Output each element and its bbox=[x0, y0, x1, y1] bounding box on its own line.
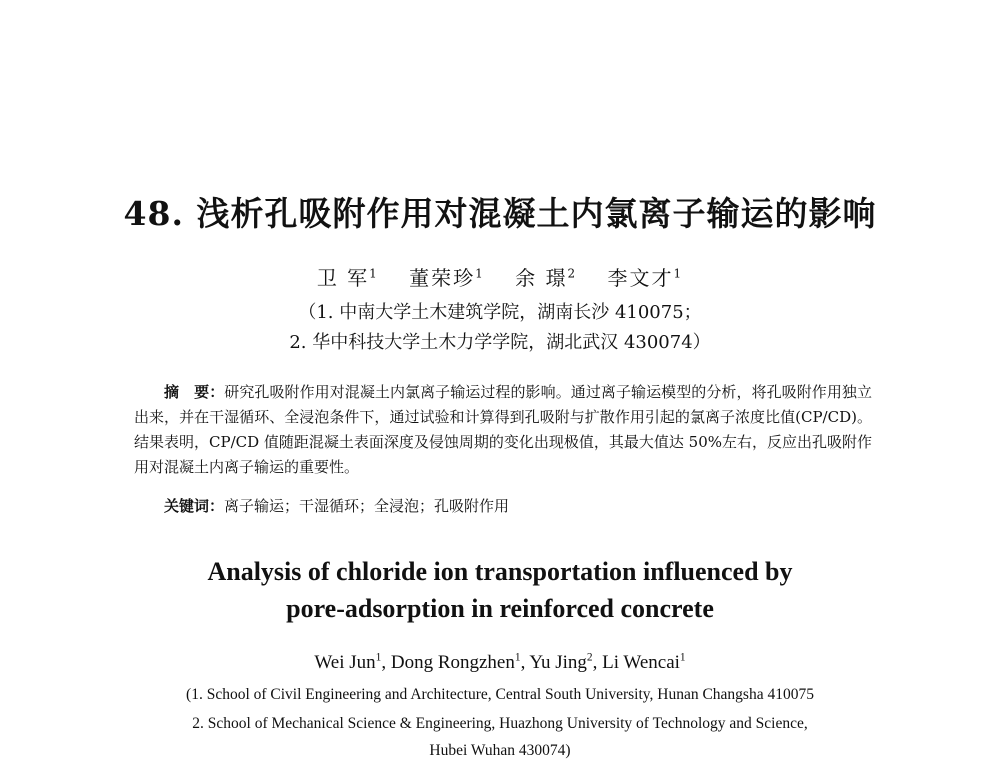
english-author: Dong Rongzhen$^1$ bbox=[390, 651, 521, 673]
chinese-title: 48. 浅析孔吸附作用对混凝土内氯离子输运的影响 bbox=[123, 194, 877, 233]
author-affiliation-mark: 1 bbox=[369, 266, 379, 281]
chinese-authors bbox=[0, 262, 1000, 291]
english-author: Wei Jun$^1$ bbox=[314, 651, 382, 673]
chinese-author: 卫 军$^1$ bbox=[316, 266, 379, 290]
chinese-author: 李文才$^1$ bbox=[607, 266, 684, 290]
english-title-line2: pore-adsorption in reinforced concrete bbox=[286, 594, 714, 623]
author-affiliation-mark: 2 bbox=[567, 266, 578, 281]
english-affiliation-line2: 2. School of Mechanical Science & Engineering, Huazhong University of Technology and Science, bbox=[192, 715, 808, 732]
keywords-text: 离子输运；干湿循环；全浸泡；孔吸附作用 bbox=[224, 497, 510, 515]
chinese-author: 董荣珍$^1$ bbox=[409, 266, 485, 290]
keywords-label: 关键词： bbox=[164, 497, 225, 515]
chinese-affiliation-line1: （1. 中南大学土木建筑学院，湖南长沙 410075； bbox=[298, 302, 702, 323]
chinese-keywords bbox=[164, 495, 509, 516]
english-title-line1: Analysis of chloride ion transportation influenced by bbox=[207, 557, 793, 586]
english-authors: Wei Jun$^1$, Dong Rongzhen$^1$, Yu Jing$^2$, Li Wencai$^1$ bbox=[314, 651, 686, 673]
author-affiliation-mark: 1 bbox=[679, 651, 686, 664]
chinese-affiliation-line2: 2. 华中科技大学土木力学学院，湖北武汉 430074） bbox=[289, 332, 711, 353]
author-affiliation-mark: 1 bbox=[514, 651, 521, 664]
english-author: Li Wencai$^1$ bbox=[602, 651, 686, 673]
abstract-text: 研究孔吸附作用对混凝土内氯离子输运过程的影响。通过离子输运模型的分析，将孔吸附作用独立出来，并在干湿循环、全浸泡条件下，通过试验和计算得到孔吸附与扩散作用引起的氯离子浓度比值(CP/CD)。结果表明，CP/CD 值随距混凝土表面深度及侵蚀周期的变化出现极值，其最大值达 50%左右，反应出孔吸附作用对混凝土内离子输运的重要性。 bbox=[134, 383, 873, 476]
english-author: Yu Jing$^2$ bbox=[529, 651, 593, 673]
chinese-author: 余 璟$^2$ bbox=[515, 266, 578, 290]
english-affiliation-line3: Hubei Wuhan 430074) bbox=[429, 742, 571, 759]
chinese-abstract bbox=[134, 380, 872, 480]
author-affiliation-mark: 1 bbox=[375, 651, 382, 664]
abstract-label: 摘 要： bbox=[164, 383, 225, 401]
english-affiliation-line1: (1. School of Civil Engineering and Architecture, Central South University, Hunan Changsha 410075 bbox=[186, 686, 814, 703]
author-affiliation-mark: 1 bbox=[673, 266, 684, 281]
author-affiliation-mark: 1 bbox=[475, 266, 485, 281]
author-affiliation-mark: 2 bbox=[586, 651, 593, 664]
